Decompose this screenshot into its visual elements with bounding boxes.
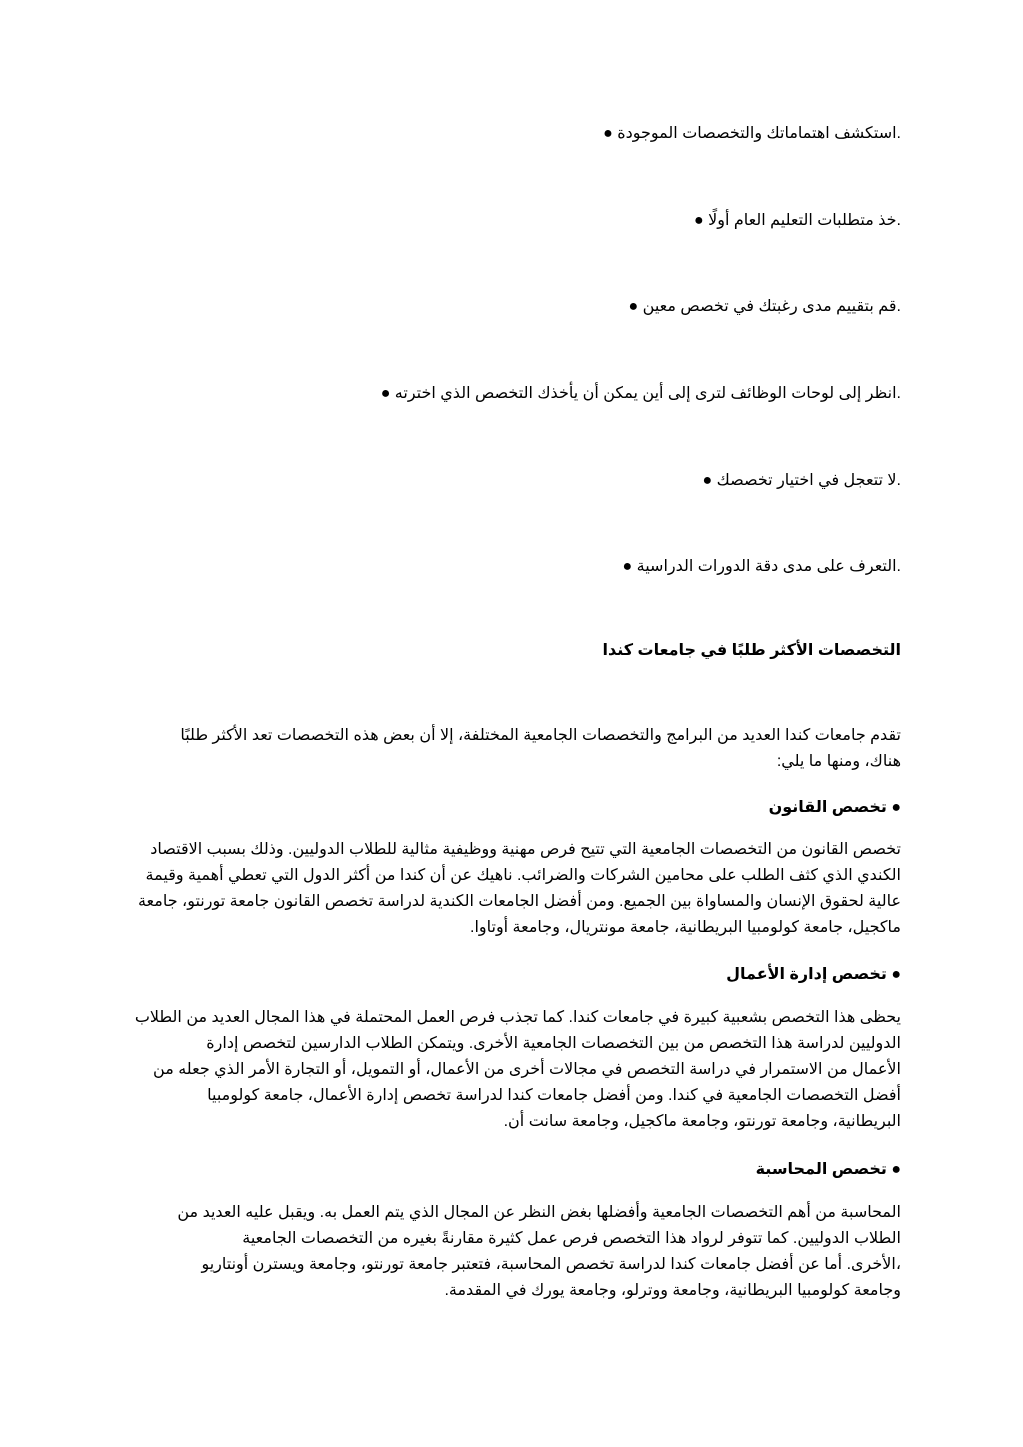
tip-item-1: .استكشف اهتماماتك والتخصصات الموجودة ●: [603, 125, 901, 142]
business-line: أفضل التخصصات الجامعية في كندا. ومن أفضل جامعات كندا لدراسة تخصص إدارة الأعمال، جامعة كولومبيا: [207, 1087, 901, 1104]
business-paragraph: [121, 1005, 901, 1135]
law-line: عالية لحقوق الإنسان والمساواة بين الجميع. ومن أفضل الجامعات الكندية لدراسة تخصص القانون جامعة تورنتو، جامعة: [137, 893, 901, 910]
law-line: الكندي الذي كثف الطلب على محامين الشركات والضرائب. ناهيك عن أن كندا من أكثر الدول التي تعطي أهمية وقيمة: [145, 867, 901, 884]
tip-item-2: .خذ متطلبات التعليم العام أولًا ●: [694, 212, 901, 229]
accounting-line: الطلاب الدوليين. كما تتوفر لرواد هذا التخصص فرص عمل كثيرة مقارنةً بغيره من التخصصات الجامعية: [242, 1230, 901, 1247]
accounting-heading: تخصص المحاسبة ●: [755, 1161, 901, 1178]
business-line: الدوليين لدراسة هذا التخصص من بين التخصصات الجامعية الأخرى. ويتمكن الطلاب الدارسين لتخصص إدارة: [206, 1035, 901, 1052]
accounting-line: الأخرى. أما عن أفضل جامعات كندا لدراسة تخصص المحاسبة، فتعتبر جامعة تورنتو، وجامعة ويسترن أونتاريو،: [201, 1256, 901, 1273]
law-paragraph: [121, 837, 901, 941]
intro-line: تقدم جامعات كندا العديد من البرامج والتخصصات الجامعية المختلفة، إلا أن بعض هذه التخصصات تعد الأكثر طلبًا: [180, 727, 901, 744]
intro-paragraph: [121, 723, 901, 775]
intro-line: :هناك، ومنها ما يلي: [776, 753, 901, 770]
business-line: الأعمال من الاستمرار في دراسة التخصص في مجالات أخرى من الأعمال، أو التمويل، أو التجارة الأمر الذي جعله من: [153, 1061, 901, 1078]
law-heading: تخصص القانون ●: [768, 799, 901, 816]
tip-item-4: .انظر إلى لوحات الوظائف لترى إلى أين يمكن أن يأخذك التخصص الذي اخترته ●: [380, 385, 901, 402]
law-line: .ماكجيل، جامعة كولومبيا البريطانية، جامعة مونتريال، وجامعة أوتاوا: [469, 919, 901, 936]
tip-item-6: .التعرف على مدى دقة الدورات الدراسية ●: [622, 558, 901, 575]
tip-item-3: .قم بتقييم مدى رغبتك في تخصص معين ●: [628, 298, 901, 315]
business-line: يحظى هذا التخصص بشعبية كبيرة في جامعات كندا. كما تجذب فرص العمل المحتملة في هذا المجال العديد من الطلاب: [134, 1009, 901, 1026]
accounting-line: .وجامعة كولومبيا البريطانية، وجامعة ووترلو، وجامعة يورك في المقدمة: [444, 1282, 901, 1299]
section-title: التخصصات الأكثر طلبًا في جامعات كندا: [602, 642, 901, 659]
business-heading: تخصص إدارة الأعمال ●: [726, 966, 901, 983]
accounting-line: المحاسبة من أهم التخصصات الجامعية وأفضلها بغض النظر عن المجال الذي يتم العمل به. ويقبل عليه العديد من: [177, 1204, 901, 1221]
business-line: .البريطانية، وجامعة تورنتو، وجامعة ماكجيل، وجامعة سانت أن: [503, 1113, 901, 1130]
law-line: تخصص القانون من التخصصات الجامعية التي تتيح فرص مهنية ووظيفية مثالية للطلاب الدوليين. وذلك بسبب الاقتصاد: [150, 841, 901, 858]
accounting-paragraph: [121, 1200, 901, 1304]
tip-item-5: .لا تتعجل في اختيار تخصصك ●: [702, 472, 901, 489]
